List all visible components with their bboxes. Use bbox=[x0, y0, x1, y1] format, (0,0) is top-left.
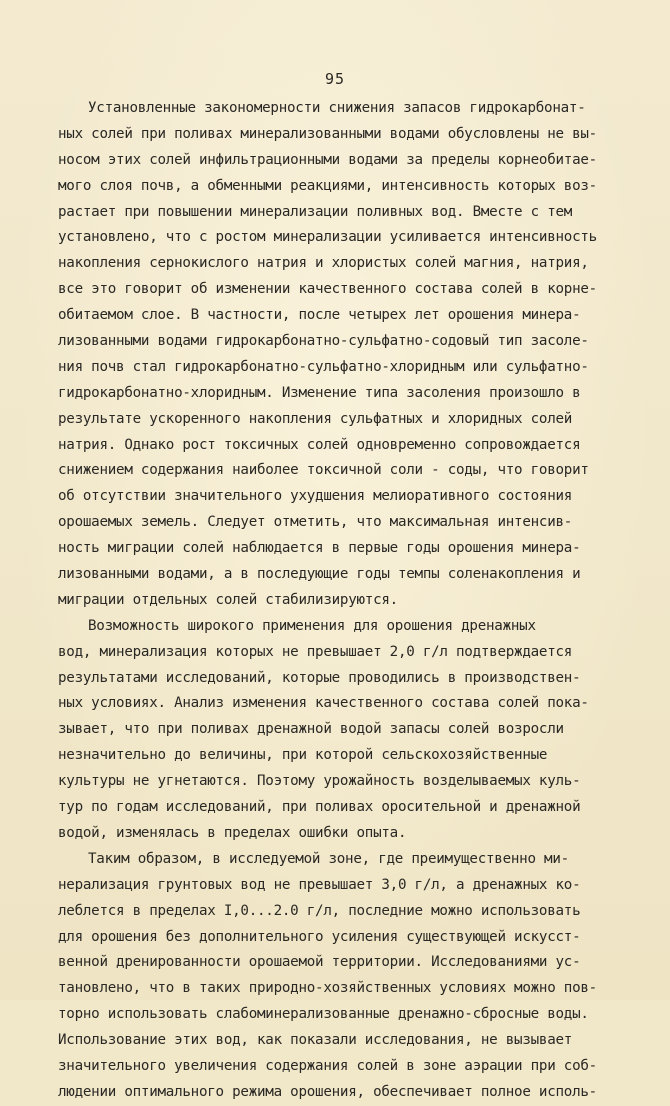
text-line: людении оптимального режима орошения, обеспечивает полное исполь- bbox=[58, 1083, 597, 1100]
text-line: тановлено, что в таких природно-хозяйственных условиях можно пов- bbox=[58, 980, 597, 997]
text-line: вод, минерализация которых не превышает 2,0 г/л подтверждается bbox=[58, 643, 573, 660]
text-line: растает при повышении минерализации поливных вод. Вместе с тем bbox=[58, 203, 573, 220]
text-line: значительного увеличения содержания солей в зоне аэрации при соб- bbox=[58, 1057, 597, 1074]
text-line: ния почв стал гидрокарбонатно-сульфатно-хлоридным или сульфатно- bbox=[58, 358, 589, 375]
paragraph-2 bbox=[58, 614, 618, 847]
text-line: установлено, что с ростом минерализации усиливается интенсивность bbox=[58, 229, 597, 246]
text-line: накопления сернокислого натрия и хлористых солей магния, натрия, bbox=[58, 255, 589, 272]
text-line: венной дренированности орошаемой территории. Исследованиями ус- bbox=[58, 954, 581, 971]
text-line: зывает, что при поливах дренажной водой запасы солей возросли bbox=[58, 721, 564, 738]
text-line: леблется в пределах I,0...2.0 г/л, последние можно использовать bbox=[58, 902, 581, 919]
text-line: результатами исследований, которые проводились в производствен- bbox=[58, 669, 581, 686]
text-line: культуры не угнетаются. Поэтому урожайность возделываемых куль- bbox=[58, 773, 581, 790]
text-line: обитаемом слое. В частности, после четырех лет орошения минера- bbox=[58, 307, 581, 324]
text-line: результате ускоренного накопления сульфатных и хлоридных солей bbox=[58, 410, 573, 427]
text-line: для орошения без дополнительного усиления существующей искусст- bbox=[58, 928, 581, 945]
text-line: Установленные закономерности снижения запасов гидрокарбонат- bbox=[88, 100, 586, 116]
text-line: нерализация грунтовых вод не превышает 3,0 г/л, а дренажных ко- bbox=[58, 876, 581, 893]
body-text bbox=[58, 96, 618, 1106]
text-line: натрия. Однако рост токсичных солей одновременно сопровождается bbox=[58, 436, 581, 453]
text-line: орошаемых земель. Следует отметить, что максимальная интенсив- bbox=[58, 514, 573, 531]
text-line: снижением содержания наиболее токсичной соли - соды, что говорит bbox=[58, 462, 589, 479]
text-line: миграции отдельных солей стабилизируются. bbox=[58, 591, 398, 608]
text-line: об отсутствии значительного ухудшения мелиоративного состояния bbox=[58, 488, 573, 505]
page-number: 95 bbox=[324, 70, 346, 88]
text-line: Использование этих вод, как показали исследования, не вызывает bbox=[58, 1032, 573, 1049]
paragraph-3 bbox=[58, 847, 618, 1106]
text-line: тур по годам исследований, при поливах оросительной и дренажной bbox=[58, 799, 581, 816]
text-line: носом этих солей инфильтрационными водами за пределы корнеобитае- bbox=[58, 151, 597, 168]
text-line: ных условиях. Анализ изменения качественного состава солей пока- bbox=[58, 695, 589, 712]
text-line: Таким образом, в исследуемой зоне, где преимущественно ми- bbox=[88, 850, 569, 867]
paragraph-1 bbox=[58, 96, 618, 614]
text-line: гидрокарбонатно-хлоридным. Изменение типа засоления произошло в bbox=[58, 384, 581, 401]
text-line: незначительно до величины, при которой сельскохозяйственные bbox=[58, 747, 548, 764]
text-line: лизованными водами гидрокарбонатно-сульфатно-содовый тип засоле- bbox=[58, 333, 589, 350]
text-line: торно использовать слабоминерализованные дренажно-сбросные воды. bbox=[58, 1006, 589, 1023]
text-line: Возможность широкого применения для орошения дренажных bbox=[88, 617, 536, 634]
text-line: водой, изменялась в пределах ошибки опыта. bbox=[58, 824, 407, 841]
text-line: ность миграции солей наблюдается в первые годы орошения минера- bbox=[58, 540, 581, 557]
text-line: лизованными водами, а в последующие годы темпы соленакопления и bbox=[58, 566, 581, 583]
text-line: все это говорит об изменении качественного состава солей в корне- bbox=[58, 281, 597, 298]
text-line: мого слоя почв, а обменными реакциями, интенсивность которых воз- bbox=[58, 177, 597, 194]
text-line: ных солей при поливах минерализованными водами обусловлены не вы- bbox=[58, 125, 597, 142]
